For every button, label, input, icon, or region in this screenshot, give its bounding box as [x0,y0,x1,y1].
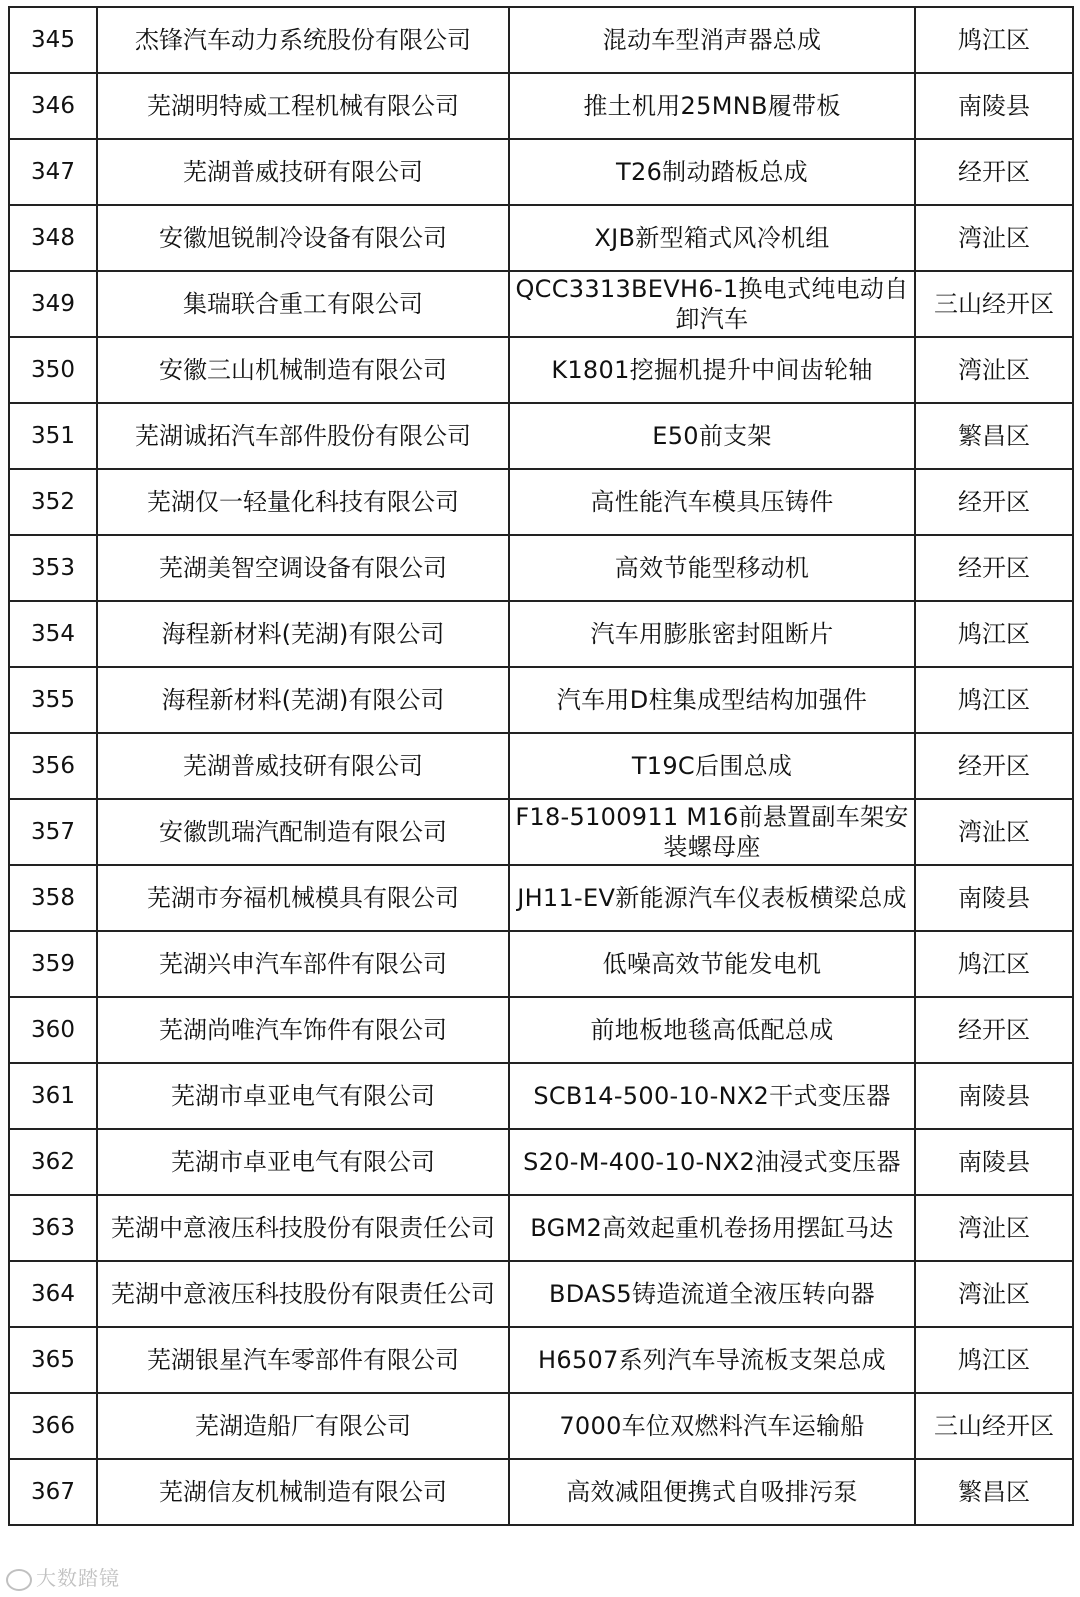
product-name: T26制动踏板总成 [509,139,915,205]
product-name: SCB14-500-10-NX2干式变压器 [509,1063,915,1129]
company-name: 芜湖中意液压科技股份有限责任公司 [97,1195,509,1261]
product-name: K1801挖掘机提升中间齿轮轴 [509,337,915,403]
district-name: 南陵县 [915,1129,1073,1195]
watermark-logo-icon [6,1569,32,1591]
company-name: 芜湖诚拓汽车部件股份有限公司 [97,403,509,469]
company-name: 芜湖尚唯汽车饰件有限公司 [97,997,509,1063]
company-name: 海程新材料(芜湖)有限公司 [97,667,509,733]
watermark-text: 大数踏镜 [36,1566,120,1590]
company-name: 安徽凯瑞汽配制造有限公司 [97,799,509,865]
row-number: 350 [9,337,97,403]
product-name: T19C后围总成 [509,733,915,799]
row-number: 358 [9,865,97,931]
table-row [9,601,1073,667]
product-name: H6507系列汽车导流板支架总成 [509,1327,915,1393]
product-name: 低噪高效节能发电机 [509,931,915,997]
table-row [9,1459,1073,1525]
company-name: 海程新材料(芜湖)有限公司 [97,601,509,667]
row-number: 355 [9,667,97,733]
row-number: 359 [9,931,97,997]
table-row [9,7,1073,73]
table-row [9,733,1073,799]
district-name: 三山经开区 [915,1393,1073,1459]
table-row [9,403,1073,469]
watermark [6,1562,120,1591]
product-name: 汽车用D柱集成型结构加强件 [509,667,915,733]
district-name: 三山经开区 [915,271,1073,337]
district-name: 鸠江区 [915,1327,1073,1393]
company-name: 芜湖兴申汽车部件有限公司 [97,931,509,997]
company-name: 芜湖市夯福机械模具有限公司 [97,865,509,931]
company-name: 芜湖市卓亚电气有限公司 [97,1129,509,1195]
product-name: S20-M-400-10-NX2油浸式变压器 [509,1129,915,1195]
table-row [9,271,1073,337]
row-number: 351 [9,403,97,469]
product-name: 前地板地毯高低配总成 [509,997,915,1063]
district-name: 南陵县 [915,865,1073,931]
company-name: 杰锋汽车动力系统股份有限公司 [97,7,509,73]
company-name: 安徽三山机械制造有限公司 [97,337,509,403]
row-number: 349 [9,271,97,337]
company-name: 芜湖市卓亚电气有限公司 [97,1063,509,1129]
table-body [9,7,1073,1525]
row-number: 365 [9,1327,97,1393]
company-name: 芜湖信友机械制造有限公司 [97,1459,509,1525]
district-name: 湾沚区 [915,1261,1073,1327]
product-name: QCC3313BEVH6-1换电式纯电动自卸汽车 [509,271,915,337]
company-name: 芜湖普威技研有限公司 [97,139,509,205]
district-name: 繁昌区 [915,1459,1073,1525]
company-name: 安徽旭锐制冷设备有限公司 [97,205,509,271]
company-name: 芜湖明特威工程机械有限公司 [97,73,509,139]
row-number: 366 [9,1393,97,1459]
company-name: 芜湖普威技研有限公司 [97,733,509,799]
district-name: 经开区 [915,139,1073,205]
product-name: XJB新型箱式风冷机组 [509,205,915,271]
table-row [9,1327,1073,1393]
row-number: 360 [9,997,97,1063]
district-name: 鸠江区 [915,7,1073,73]
product-name: 汽车用膨胀密封阻断片 [509,601,915,667]
district-name: 南陵县 [915,73,1073,139]
product-name: BDAS5铸造流道全液压转向器 [509,1261,915,1327]
table-row [9,73,1073,139]
product-name: 推土机用25MNB履带板 [509,73,915,139]
table-row [9,667,1073,733]
table-row [9,997,1073,1063]
row-number: 361 [9,1063,97,1129]
product-name: BGM2高效起重机卷扬用摆缸马达 [509,1195,915,1261]
product-name: 高性能汽车模具压铸件 [509,469,915,535]
row-number: 356 [9,733,97,799]
company-name: 芜湖银星汽车零部件有限公司 [97,1327,509,1393]
district-name: 湾沚区 [915,337,1073,403]
district-name: 经开区 [915,535,1073,601]
district-name: 南陵县 [915,1063,1073,1129]
row-number: 354 [9,601,97,667]
table-row [9,1195,1073,1261]
company-name: 芜湖造船厂有限公司 [97,1393,509,1459]
district-name: 鸠江区 [915,667,1073,733]
row-number: 362 [9,1129,97,1195]
product-name: 混动车型消声器总成 [509,7,915,73]
table-row [9,865,1073,931]
table-row [9,1129,1073,1195]
row-number: 346 [9,73,97,139]
district-name: 湾沚区 [915,205,1073,271]
product-name: 高效减阻便携式自吸排污泵 [509,1459,915,1525]
district-name: 湾沚区 [915,1195,1073,1261]
district-name: 经开区 [915,469,1073,535]
row-number: 367 [9,1459,97,1525]
product-name: E50前支架 [509,403,915,469]
district-name: 湾沚区 [915,799,1073,865]
table-row [9,799,1073,865]
district-name: 经开区 [915,997,1073,1063]
row-number: 345 [9,7,97,73]
table-row [9,337,1073,403]
table-row [9,469,1073,535]
district-name: 鸠江区 [915,601,1073,667]
row-number: 348 [9,205,97,271]
table-row [9,1261,1073,1327]
row-number: 363 [9,1195,97,1261]
table-row [9,205,1073,271]
table-row [9,931,1073,997]
product-name: 高效节能型移动机 [509,535,915,601]
row-number: 353 [9,535,97,601]
district-name: 经开区 [915,733,1073,799]
company-name: 芜湖中意液压科技股份有限责任公司 [97,1261,509,1327]
company-name: 集瑞联合重工有限公司 [97,271,509,337]
district-name: 繁昌区 [915,403,1073,469]
table-row [9,139,1073,205]
table-row [9,535,1073,601]
product-name: F18-5100911 M16前悬置副车架安装螺母座 [509,799,915,865]
row-number: 352 [9,469,97,535]
district-name: 鸠江区 [915,931,1073,997]
row-number: 364 [9,1261,97,1327]
row-number: 357 [9,799,97,865]
company-name: 芜湖美智空调设备有限公司 [97,535,509,601]
row-number: 347 [9,139,97,205]
product-name: JH11-EV新能源汽车仪表板横梁总成 [509,865,915,931]
table-row [9,1063,1073,1129]
table-row [9,1393,1073,1459]
product-name: 7000车位双燃料汽车运输船 [509,1393,915,1459]
company-name: 芜湖仅一轻量化科技有限公司 [97,469,509,535]
product-list-table [8,6,1074,1526]
